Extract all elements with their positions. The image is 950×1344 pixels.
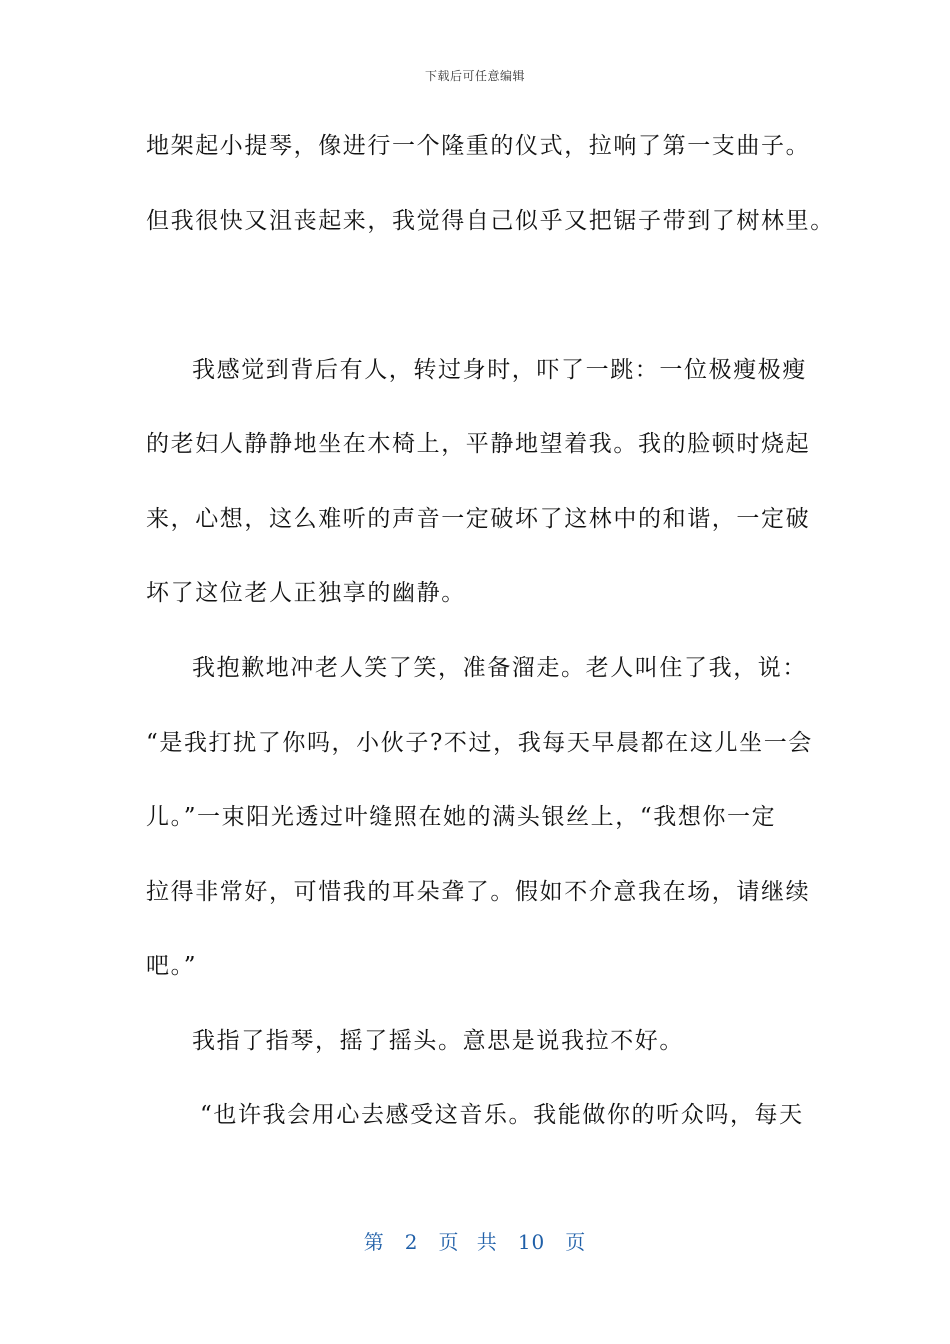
footer-label-total-prefix: 页 共	[438, 1230, 498, 1254]
text-line: “也许我会用心去感受这音乐。我能做你的听众吗，每天	[200, 1102, 804, 1128]
text-line: 但我很快又沮丧起来，我觉得自己似乎又把锯子带到了树林里。	[146, 208, 835, 234]
text-line: 来，心想，这么难听的声音一定破坏了这林中的和谐，一定破	[146, 506, 811, 532]
text-line: 的老妇人静静地坐在木椅上，平静地望着我。我的脸顿时烧起	[146, 431, 811, 457]
text-line: 坏了这位老人正独享的幽静。	[146, 580, 466, 606]
text-line: 我抱歉地冲老人笑了笑，准备溜走。老人叫住了我，说：	[192, 655, 807, 681]
current-page-number: 2	[404, 1230, 419, 1254]
text-line: 吧。”	[146, 953, 198, 979]
page-footer	[0, 1226, 950, 1255]
total-pages-number: 10	[517, 1230, 546, 1254]
text-line: 我指了指琴，摇了摇头。意思是说我拉不好。	[192, 1028, 684, 1054]
text-line: “是我打扰了你吗，小伙子?不过，我每天早晨都在这儿坐一会	[146, 730, 813, 756]
footer-label-page: 第	[363, 1230, 385, 1254]
text-line: 拉得非常好，可惜我的耳朵聋了。假如不介意我在场，请继续	[146, 879, 811, 905]
text-line: 我感觉到背后有人，转过身时，吓了一跳：一位极瘦极瘦	[192, 357, 807, 383]
text-line: 儿。”一束阳光透过叶缝照在她的满头银丝上，“我想你一定	[146, 804, 777, 830]
footer-label-total-suffix: 页	[565, 1230, 587, 1254]
header-note: 下载后可任意编辑	[424, 69, 525, 83]
text-line: 地架起小提琴，像进行一个隆重的仪式，拉响了第一支曲子。	[146, 133, 811, 159]
